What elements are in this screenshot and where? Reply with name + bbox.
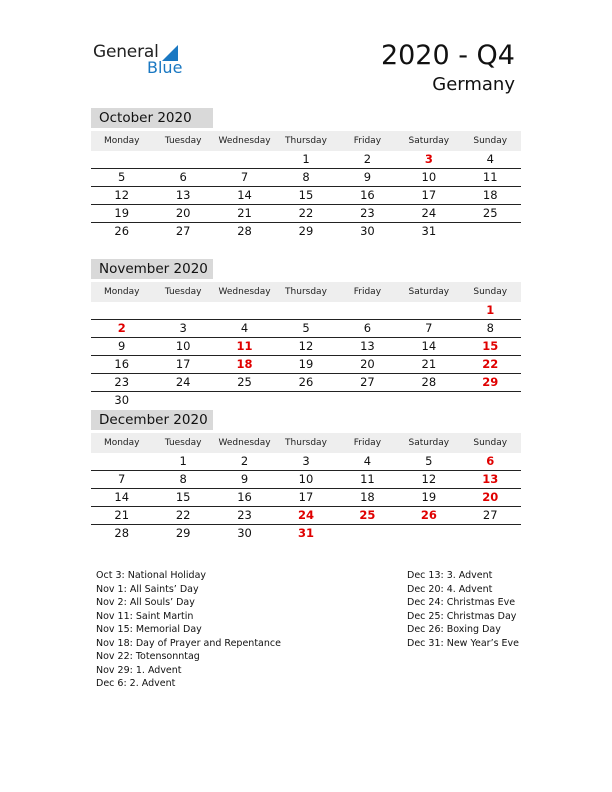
week-row xyxy=(91,223,521,240)
weekday-label: Thursday xyxy=(285,438,327,448)
day-cell: 13 xyxy=(175,188,191,202)
holiday-entry: Nov 22: Totensonntag xyxy=(96,651,200,662)
day-cell: 25 xyxy=(482,206,498,220)
weekday-header-row xyxy=(91,131,521,151)
weekday-label: Sunday xyxy=(473,136,508,146)
day-cell: 4 xyxy=(363,454,372,468)
week-row xyxy=(91,356,521,374)
day-cell: 26 xyxy=(298,375,314,389)
day-cell: 27 xyxy=(360,375,375,389)
weekday-label: Friday xyxy=(353,136,382,146)
day-cell xyxy=(460,525,521,542)
day-cell xyxy=(152,302,213,319)
day-cell: 15 xyxy=(298,188,314,202)
weekday-label: Tuesday xyxy=(164,136,202,146)
day-cell: 28 xyxy=(237,224,252,238)
day-cell xyxy=(91,453,152,470)
day-cell xyxy=(214,392,275,409)
holiday-day-cell: 2 xyxy=(117,321,126,335)
day-cell: 17 xyxy=(421,188,437,202)
weekday-label: Thursday xyxy=(285,136,327,146)
day-cell: 21 xyxy=(114,508,130,522)
weekday-header-row xyxy=(91,282,521,302)
day-cell xyxy=(275,302,336,319)
holiday-day-cell: 18 xyxy=(236,357,253,371)
day-cell: 25 xyxy=(237,375,252,389)
day-cell xyxy=(337,302,398,319)
day-cell: 2 xyxy=(363,152,372,166)
holiday-day-cell: 25 xyxy=(359,508,376,522)
weekday-label: Wednesday xyxy=(218,287,271,297)
holiday-day-cell: 1 xyxy=(486,303,495,317)
day-cell: 27 xyxy=(482,508,498,522)
day-cell: 14 xyxy=(421,339,437,353)
day-cell: 13 xyxy=(360,339,375,353)
holiday-entry: Dec 13: 3. Advent xyxy=(407,570,493,581)
day-cell: 8 xyxy=(302,170,310,184)
day-cell: 6 xyxy=(363,321,372,335)
day-cell: 1 xyxy=(179,454,187,468)
weekday-label: Wednesday xyxy=(218,438,271,448)
day-cell: 29 xyxy=(298,224,314,238)
day-cell: 23 xyxy=(114,375,130,389)
holiday-entry: Dec 25: Christmas Day xyxy=(407,610,517,622)
holiday-entry: Dec 31: New Year’s Eve xyxy=(407,637,520,649)
holiday-entry: Dec 26: Boxing Day xyxy=(407,624,501,635)
day-cell: 9 xyxy=(118,339,126,353)
day-cell: 22 xyxy=(298,206,314,220)
day-cell: 30 xyxy=(237,526,252,540)
holiday-day-cell: 22 xyxy=(482,357,499,371)
day-cell: 24 xyxy=(421,206,437,220)
month-title: December 2020 xyxy=(91,410,213,430)
day-cell: 9 xyxy=(240,472,249,486)
day-cell: 16 xyxy=(360,188,375,202)
day-cell: 30 xyxy=(114,393,130,407)
holiday-day-cell: 20 xyxy=(482,490,499,504)
weekday-label: Friday xyxy=(353,438,382,448)
logo-general-text: General xyxy=(93,42,159,62)
holiday-day-cell: 11 xyxy=(236,339,253,353)
holiday-day-cell: 31 xyxy=(297,526,314,540)
holiday-entry: Nov 29: 1. Advent xyxy=(96,664,182,676)
day-cell: 9 xyxy=(363,170,372,184)
day-cell: 31 xyxy=(421,224,437,238)
month-november xyxy=(91,259,521,409)
day-cell: 15 xyxy=(175,490,191,504)
page-title: 2020 - Q4 xyxy=(380,40,515,71)
holiday-entry: Dec 6: 2. Advent xyxy=(96,678,176,689)
day-cell: 8 xyxy=(179,472,187,486)
weekday-label: Tuesday xyxy=(164,287,202,297)
day-cell: 18 xyxy=(482,188,498,202)
day-cell xyxy=(460,392,521,409)
holiday-entry: Dec 20: 4. Advent xyxy=(407,583,493,595)
day-cell: 18 xyxy=(360,490,375,504)
holiday-day-cell: 15 xyxy=(482,339,499,353)
holiday-entry: Nov 2: All Souls’ Day xyxy=(96,597,195,608)
day-cell: 5 xyxy=(118,170,126,184)
day-cell: 11 xyxy=(360,472,375,486)
day-cell: 24 xyxy=(175,375,191,389)
day-cell: 19 xyxy=(298,357,314,371)
day-cell: 12 xyxy=(114,188,130,202)
week-row xyxy=(91,151,521,169)
day-cell: 11 xyxy=(482,170,498,184)
day-cell xyxy=(398,392,459,409)
holiday-day-cell: 26 xyxy=(420,508,437,522)
day-cell: 16 xyxy=(237,490,252,504)
day-cell: 21 xyxy=(237,206,252,220)
weekday-label: Sunday xyxy=(473,438,508,448)
day-cell xyxy=(398,302,459,319)
day-cell xyxy=(152,151,213,168)
day-cell: 1 xyxy=(302,152,310,166)
day-cell: 17 xyxy=(298,490,314,504)
week-row xyxy=(91,169,521,187)
holiday-entry: Nov 15: Memorial Day xyxy=(96,624,202,635)
day-cell: 7 xyxy=(240,170,249,184)
month-december xyxy=(91,410,521,542)
holiday-entry: Nov 1: All Saints’ Day xyxy=(96,583,199,595)
day-cell: 26 xyxy=(114,224,130,238)
day-cell: 3 xyxy=(302,454,310,468)
week-row xyxy=(91,302,521,320)
week-row xyxy=(91,374,521,392)
day-cell: 4 xyxy=(486,152,494,166)
week-row xyxy=(91,392,521,409)
day-cell: 30 xyxy=(360,224,375,238)
day-cell xyxy=(214,302,275,319)
weekday-label: Saturday xyxy=(408,287,450,297)
day-cell: 4 xyxy=(240,321,249,335)
day-cell xyxy=(214,151,275,168)
day-cell: 28 xyxy=(421,375,437,389)
day-cell xyxy=(337,525,398,542)
week-row xyxy=(91,187,521,205)
day-cell: 14 xyxy=(114,490,130,504)
day-cell: 23 xyxy=(237,508,252,522)
day-cell xyxy=(337,392,398,409)
day-cell: 12 xyxy=(421,472,437,486)
holiday-day-cell: 24 xyxy=(297,508,314,522)
day-cell: 6 xyxy=(179,170,187,184)
day-cell xyxy=(91,151,152,168)
day-cell: 7 xyxy=(425,321,433,335)
day-cell xyxy=(152,392,213,409)
holiday-day-cell: 3 xyxy=(424,152,433,166)
day-cell: 14 xyxy=(237,188,252,202)
day-cell: 21 xyxy=(421,357,437,371)
weekday-label: Wednesday xyxy=(218,136,271,146)
weekday-label: Thursday xyxy=(285,287,327,297)
weekday-label: Tuesday xyxy=(164,438,202,448)
day-cell: 5 xyxy=(302,321,310,335)
week-row xyxy=(91,507,521,525)
logo-blue-text: Blue xyxy=(147,58,183,77)
week-row xyxy=(91,471,521,489)
day-cell: 7 xyxy=(118,472,126,486)
week-row xyxy=(91,338,521,356)
day-cell xyxy=(460,223,521,240)
country-name: Germany xyxy=(432,74,515,95)
week-row xyxy=(91,453,521,471)
day-cell xyxy=(398,525,459,542)
day-cell: 2 xyxy=(240,454,249,468)
day-cell xyxy=(91,302,152,319)
day-cell: 27 xyxy=(175,224,191,238)
day-cell: 12 xyxy=(298,339,314,353)
day-cell: 29 xyxy=(175,526,191,540)
weekday-header-row xyxy=(91,433,521,453)
day-cell: 28 xyxy=(114,526,130,540)
weekday-label: Monday xyxy=(103,287,140,297)
month-october xyxy=(91,108,521,240)
holiday-entry: Oct 3: National Holiday xyxy=(96,570,207,581)
day-cell: 23 xyxy=(360,206,375,220)
weekday-label: Monday xyxy=(103,136,140,146)
week-row xyxy=(91,489,521,507)
holiday-entry: Dec 24: Christmas Eve xyxy=(407,597,516,608)
holiday-day-cell: 13 xyxy=(482,472,499,486)
holiday-entry: Nov 18: Day of Prayer and Repentance xyxy=(96,637,281,649)
week-row xyxy=(91,525,521,542)
holiday-list-left xyxy=(96,569,281,691)
day-cell: 5 xyxy=(425,454,433,468)
week-row xyxy=(91,320,521,338)
logo xyxy=(93,42,203,78)
weekday-label: Friday xyxy=(353,287,382,297)
weekday-label: Saturday xyxy=(408,438,450,448)
week-row xyxy=(91,205,521,223)
month-title: November 2020 xyxy=(91,259,213,279)
day-cell: 19 xyxy=(114,206,130,220)
day-cell: 17 xyxy=(175,357,191,371)
day-cell: 10 xyxy=(175,339,191,353)
day-cell: 8 xyxy=(486,321,494,335)
weekday-label: Monday xyxy=(103,438,140,448)
day-cell: 10 xyxy=(421,170,437,184)
day-cell: 20 xyxy=(360,357,375,371)
day-cell: 16 xyxy=(114,357,130,371)
day-cell xyxy=(275,392,336,409)
holiday-list-right xyxy=(407,569,519,650)
weekday-label: Saturday xyxy=(408,136,450,146)
weekday-label: Sunday xyxy=(473,287,508,297)
holiday-day-cell: 6 xyxy=(486,454,495,468)
day-cell: 10 xyxy=(298,472,314,486)
month-title: October 2020 xyxy=(91,108,213,128)
holiday-day-cell: 29 xyxy=(482,375,499,389)
day-cell: 3 xyxy=(179,321,187,335)
holiday-entry: Nov 11: Saint Martin xyxy=(96,610,194,622)
day-cell: 19 xyxy=(421,490,437,504)
day-cell: 20 xyxy=(175,206,191,220)
day-cell: 22 xyxy=(175,508,191,522)
